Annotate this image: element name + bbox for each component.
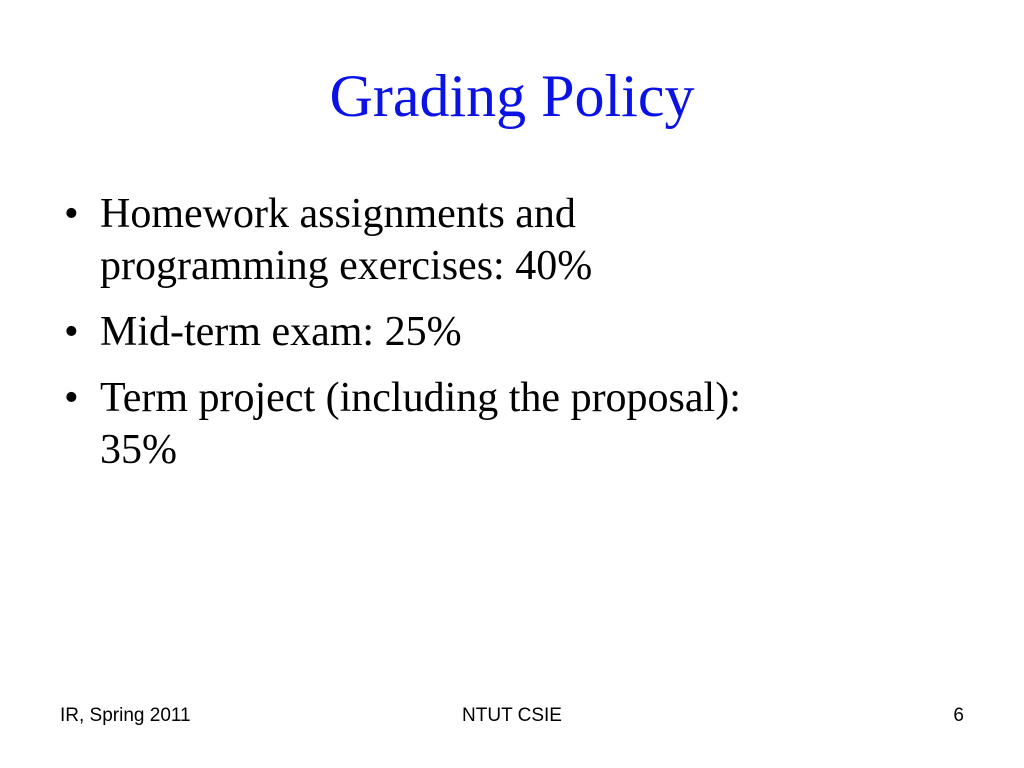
footer-department: NTUT CSIE: [462, 705, 562, 726]
bullet-text-line1: Term project (including the proposal):: [100, 375, 741, 421]
bullet-text-line2: 35%: [100, 427, 177, 473]
bullet-list: [64, 188, 944, 490]
slide-title: Grading Policy: [329, 63, 695, 129]
bullet-text-line1: Homework assignments and: [100, 191, 576, 237]
bullet-icon: •: [64, 191, 79, 237]
footer-course: IR, Spring 2011: [60, 705, 191, 726]
footer-page-number: 6: [953, 705, 964, 726]
bullet-icon: •: [64, 375, 79, 421]
bullet-item-homework: [64, 188, 944, 292]
bullet-item-term-project: [64, 372, 944, 476]
bullet-text-line1: Mid-term exam: 25%: [100, 309, 462, 355]
bullet-icon: •: [64, 309, 79, 355]
bullet-item-midterm: [64, 306, 944, 358]
bullet-text-line2: programming exercises: 40%: [100, 243, 593, 289]
